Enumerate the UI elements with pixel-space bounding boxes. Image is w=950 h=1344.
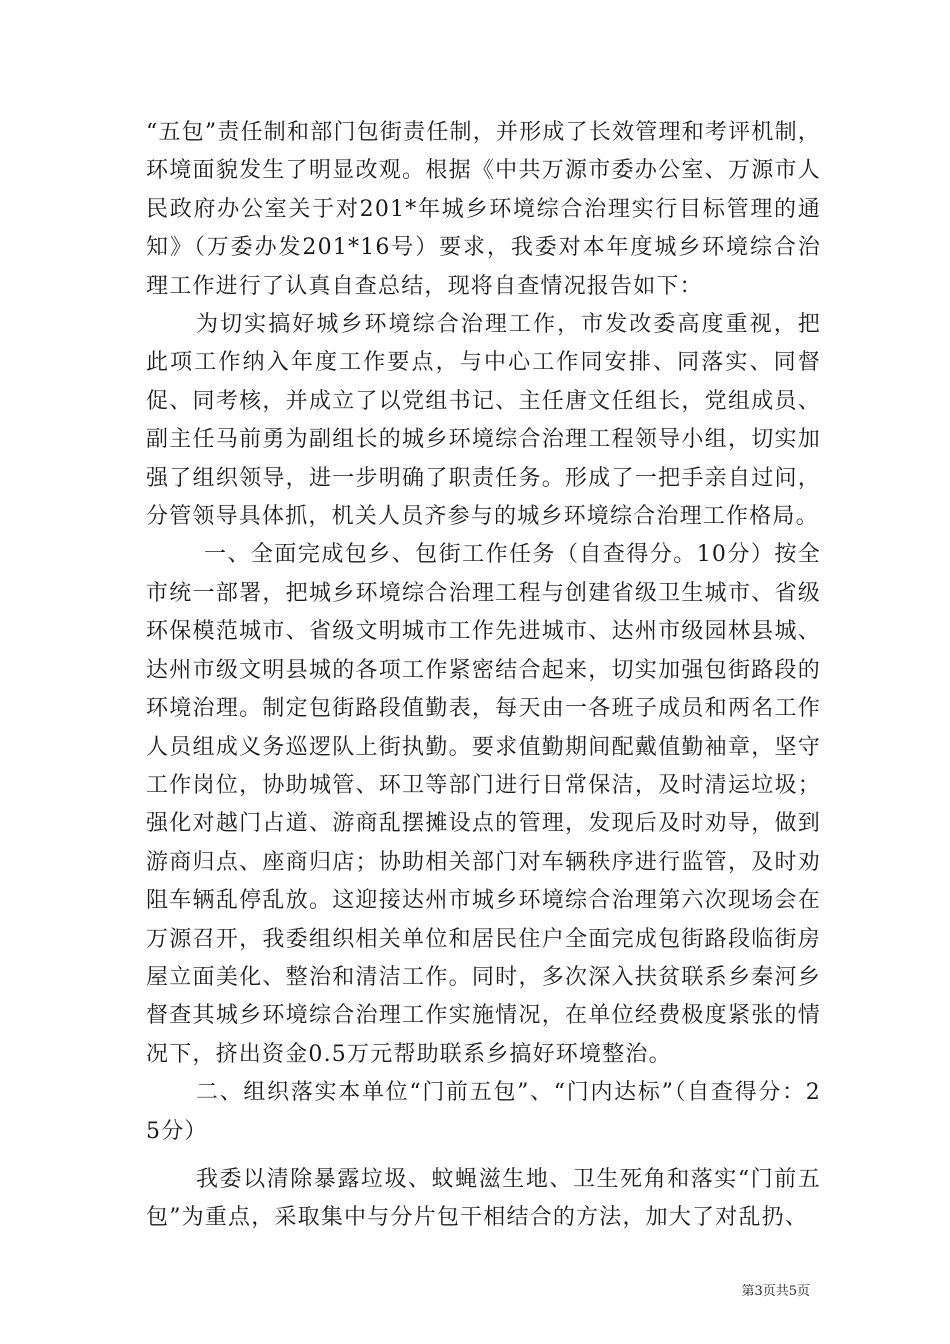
paragraph-section-one: 一、全面完成包乡、包街工作任务（自查得分。10分）按全市统一部署，把城乡环境综合治理工程与创建省级卫生城市、省级环保模范城市、省级文明城市工作先进城市、达州市级园林县城、达州市级文明县城的各项工作紧密结合起来，切实加强包街路段的环境治理。制定包街路段值勤表，每天由一各班子成员和两名工作人员组成义务巡逻队上街执勤。要求值勤期间配戴值勤袖章，坚守工作岗位，协助城管、环卫等部门进行日常保洁，及时清运垃圾；强化对越门占道、游商乱摆摊设点的管理，发现后及时劝导，做到游商归点、座商归店；协助相关部门对车辆秩序进行监管，及时劝阻车辆乱停乱放。这迎接达州市城乡环境综合治理第六次现场会在万源召开，我委组织相关单位和居民住户全面完成包街路段临街房屋立面美化、整治和清洁工作。同时，多次深入扶贫联系乡秦河乡督查其城乡环境综合治理工作实施情况，在单位经费极度紧张的情况下，挤出资金0.5万元帮助联系乡搞好环境整治。 xyxy=(146,542,821,1067)
paragraph-leadership: 为切实搞好城乡环境综合治理工作，市发改委高度重视，把此项工作纳入年度工作要点，与中心工作同安排、同落实、同督促、同考核，并成立了以党组书记、主任唐文任组长，党组成员、副主任马前勇为副组长的城乡环境综合治理工程领导小组，切实加强了组织领导，进一步明确了职责任务。形成了一把手亲自过问，分管领导具体抓，机关人员齐参与的城乡环境综合治理工作格局。 xyxy=(146,312,821,530)
document-body xyxy=(146,114,821,1238)
paragraph-section-two-body: 我委以清除暴露垃圾、蚊蝇滋生地、卫生死角和落实“门前五包”为重点，采取集中与分片包干相结合的方法，加大了对乱扔、 xyxy=(146,1166,821,1231)
paragraph-intro: “五包”责任制和部门包街责任制，并形成了长效管理和考评机制，环境面貌发生了明显改观。根据《中共万源市委办公室、万源市人民政府办公室关于对201*年城乡环境综合治理实行目标管理的通知》（万委办发201*16号）要求，我委对本年度城乡环境综合治理工作进行了认真自查总结，现将自查情况报告如下： xyxy=(146,120,821,299)
page-number: 第3页共5页 xyxy=(741,1284,810,1299)
paragraph-section-two-heading: 二、组织落实本单位“门前五包”、“门内达标”（自查得分：25分） xyxy=(146,1080,821,1144)
